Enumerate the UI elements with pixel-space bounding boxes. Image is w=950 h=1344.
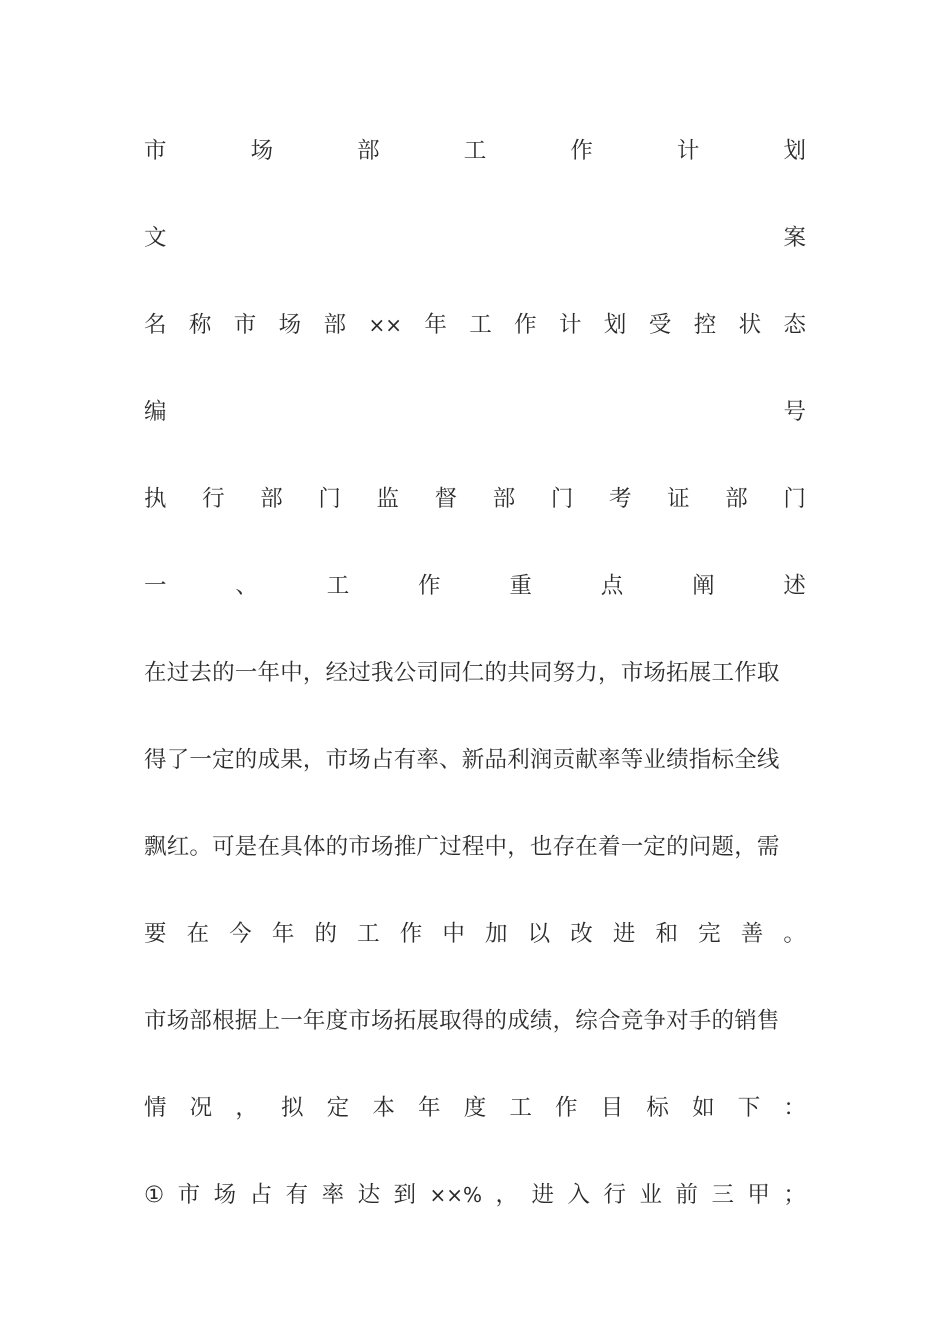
info-line-name: 名 称 市 场 部 ×× 年 工 作 计 划 受 控 状 态 (144, 312, 806, 338)
title-line-1: 市 场 部 工 作 计 划 (144, 138, 806, 164)
info-line-departments: 执 行 部 门 监 督 部 门 考 证 部 门 (144, 486, 806, 512)
paragraph-line-justified: 情 况 ， 拟 定 本 年 度 工 作 目 标 如 下 ： (144, 1095, 806, 1121)
paragraph-line: 在过去的一年中，经过我公司同仁的共同努力，市场拓展工作取 (144, 660, 780, 686)
paragraph-line-justified: ① 市 场 占 有 率 达 到 ××% ， 进 入 行 业 前 三 甲 ； (144, 1182, 806, 1208)
paragraph-line-justified: 要 在 今 年 的 工 作 中 加 以 改 进 和 完 善 。 (144, 921, 806, 947)
paragraph-line: 市场部根据上一年度市场拓展取得的成绩，综合竞争对手的销售 (144, 1008, 780, 1034)
section-heading: 一 、 工 作 重 点 阐 述 (144, 573, 806, 599)
paragraph-line: 得了一定的成果，市场占有率、新品利润贡献率等业绩指标全线 (144, 747, 780, 773)
paragraph-line: 飘红。可是在具体的市场推广过程中，也存在着一定的问题，需 (144, 834, 780, 860)
title-line-2: 文 案 (144, 225, 806, 251)
info-line-number: 编 号 (144, 399, 806, 425)
